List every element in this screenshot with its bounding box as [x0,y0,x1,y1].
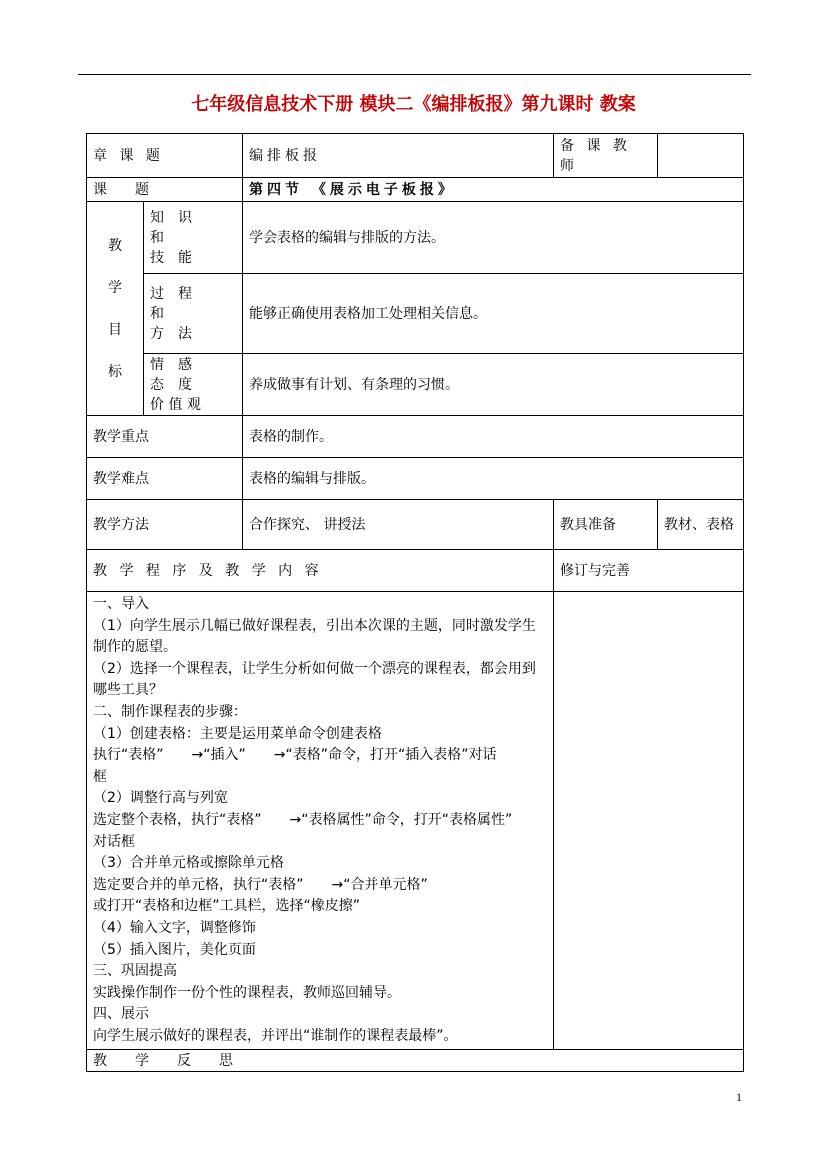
procedure-label: 教 学 程 序 及 教 学 内 容 [87,550,554,592]
difficulty-label: 教学难点 [87,458,243,500]
content-line: （5）插入图片，美化页面 [93,941,256,958]
prep-teacher-label: 备 课 教 师 [554,134,658,178]
process-method-value: 能够正确使用表格加工处理相关信息。 [243,274,744,354]
objectives-label: 教 学 目 标 [87,202,144,416]
reflection-label: 教 学 反 思 [87,1050,744,1072]
content-line: 一、导入 [93,596,149,612]
content-line: 向学生展示做好的课程表，并评出“谁制作的课程表最棒”。 [93,1027,458,1044]
prep-teacher-value [658,134,744,178]
method-label: 教学方法 [87,500,243,550]
process-method-label: 过 程 和 方 法 [144,274,243,354]
lesson-label: 课 题 [87,178,243,202]
tools-label: 教具准备 [554,500,658,550]
content-line: 或打开“表格和边框”工具栏，选择“橡皮擦” [93,898,361,915]
revision-label: 修订与完善 [554,550,744,592]
lesson-plan-table [86,133,744,1072]
content-line: （2）选择一个课程表，让学生分析如何做一个漂亮的课程表，都会用到 [93,660,536,677]
content-line: 框 [93,768,107,785]
content-line: （2）调整行高与列宽 [93,790,228,807]
content-line: 制作的愿望。 [93,639,177,656]
header-rule [78,74,751,75]
content-line: 选定整个表格，执行“表格” →“表格属性”命令，打开“表格属性” [93,811,513,828]
attitude-values-value: 养成做事有计划、有条理的习惯。 [243,354,744,416]
tools-value: 教材、表格 [658,500,744,550]
chapter-value: 编排板报 [243,134,554,178]
content-line: 哪些工具？ [93,682,163,699]
content-line: 三、巩固提高 [93,963,177,980]
knowledge-skill-value: 学会表格的编辑与排版的方法。 [243,202,744,274]
document-title: 七年级信息技术下册 模块二《编排板报》第九课时 教案 [191,94,636,115]
content-line: （3）合并单元格或擦除单元格 [93,855,284,872]
knowledge-skill-label: 知 识 和 技 能 [144,202,243,274]
content-line: 对话框 [93,833,135,850]
content-line: 四、展示 [93,1006,149,1023]
content-line: （1）向学生展示几幅已做好课程表，引出本次课的主题，同时激发学生 [93,617,536,634]
key-point-value: 表格的制作。 [243,416,744,458]
content-line: 选定要合并的单元格，执行“表格” →“合并单元格” [93,876,428,893]
difficulty-value: 表格的编辑与排版。 [243,458,744,500]
revision-cell [554,592,744,1050]
content-line: （4）输入文字，调整修饰 [93,919,256,936]
content-line: （1）创建表格：主要是运用菜单命令创建表格 [93,725,382,742]
content-line: 实践操作制作一份个性的课程表，教师巡回辅导。 [93,984,401,1001]
key-point-label: 教学重点 [87,416,243,458]
chapter-label: 章 课 题 [87,134,243,178]
content-line: 二、制作课程表的步骤： [93,703,247,720]
method-value: 合作探究、 讲授法 [243,500,554,550]
page-number: 1 [736,1090,742,1104]
content-line: 执行“表格” →“插入” →“表格”命令，打开“插入表格”对话 [93,747,497,764]
attitude-values-label: 情 感 态 度 价 值 观 [144,354,243,416]
lesson-content [87,592,554,1050]
lesson-value: 第四节 《展示电子板报》 [243,178,744,202]
